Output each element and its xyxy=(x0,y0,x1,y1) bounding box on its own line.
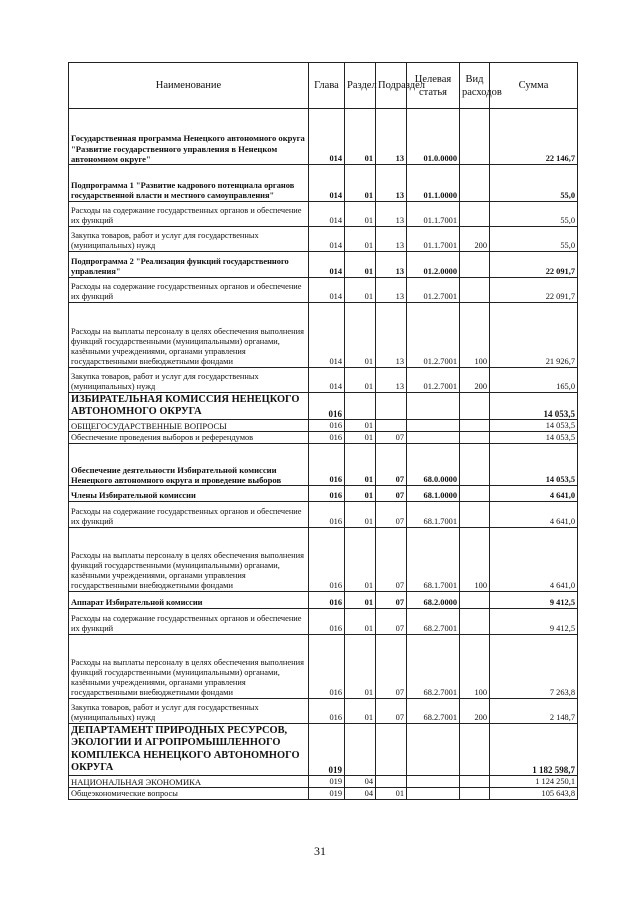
cell-celevaya: 68.2.0000 xyxy=(407,592,460,609)
cell-celevaya: 01.2.7001 xyxy=(407,278,460,303)
table-row xyxy=(69,109,578,165)
cell-name: Закупка товаров, работ и услуг для государственных (муниципальных) нужд xyxy=(69,368,309,393)
table-row xyxy=(69,528,578,592)
budget-table xyxy=(68,62,578,800)
header-summa: Сумма xyxy=(490,63,578,109)
cell-razdel: 01 xyxy=(345,635,376,699)
cell-razdel: 01 xyxy=(345,699,376,724)
cell-name: Подпрограмма 2 "Реализация функций государственного управления" xyxy=(69,252,309,278)
cell-vid: 100 xyxy=(460,635,490,699)
cell-summa: 22 091,7 xyxy=(490,278,578,303)
cell-razdel xyxy=(345,393,376,420)
cell-vid xyxy=(460,202,490,227)
cell-vid xyxy=(460,776,490,788)
cell-name: Государственная программа Ненецкого автономного округа "Развитие государственного управления в Ненецком автономном округе" xyxy=(69,109,309,165)
cell-glava: 016 xyxy=(309,609,345,635)
cell-summa: 14 053,5 xyxy=(490,393,578,420)
cell-name: Обеспечение проведения выборов и референдумов xyxy=(69,432,309,444)
cell-summa: 14 053,5 xyxy=(490,444,578,486)
cell-celevaya: 01.1.0000 xyxy=(407,165,460,202)
cell-glava: 016 xyxy=(309,432,345,444)
page-number: 31 xyxy=(314,844,326,858)
cell-celevaya: 01.1.7001 xyxy=(407,202,460,227)
cell-podrazdel: 13 xyxy=(376,227,407,252)
header-name: Наименование xyxy=(69,63,309,109)
cell-name: ОБЩЕГОСУДАРСТВЕННЫЕ ВОПРОСЫ xyxy=(69,420,309,432)
cell-razdel: 01 xyxy=(345,432,376,444)
cell-name: Расходы на выплаты персоналу в целях обеспечения выполнения функций государственными (муниципальными) органами, казёнными учреждениями, органами управления государственными внебюджетными фондами xyxy=(69,528,309,592)
header-glava: Глава xyxy=(309,63,345,109)
cell-glava: 016 xyxy=(309,699,345,724)
cell-podrazdel: 13 xyxy=(376,252,407,278)
table-row xyxy=(69,699,578,724)
cell-glava: 016 xyxy=(309,592,345,609)
table-row xyxy=(69,776,578,788)
table-row xyxy=(69,592,578,609)
cell-summa: 4 641,0 xyxy=(490,502,578,528)
cell-vid xyxy=(460,252,490,278)
cell-celevaya: 68.2.7001 xyxy=(407,635,460,699)
cell-name: Расходы на содержание государственных органов и обеспечение их функций xyxy=(69,502,309,528)
cell-summa: 21 926,7 xyxy=(490,303,578,368)
cell-celevaya: 68.0.0000 xyxy=(407,444,460,486)
cell-razdel: 01 xyxy=(345,592,376,609)
cell-glava: 016 xyxy=(309,393,345,420)
table-row xyxy=(69,227,578,252)
cell-razdel: 01 xyxy=(345,278,376,303)
cell-razdel: 01 xyxy=(345,502,376,528)
header-razdel: Раздел xyxy=(345,63,376,109)
cell-podrazdel: 07 xyxy=(376,609,407,635)
cell-vid xyxy=(460,165,490,202)
cell-vid: 200 xyxy=(460,699,490,724)
table-row xyxy=(69,724,578,776)
cell-glava: 019 xyxy=(309,724,345,776)
cell-glava: 016 xyxy=(309,502,345,528)
cell-podrazdel xyxy=(376,776,407,788)
cell-name: Расходы на выплаты персоналу в целях обеспечения выполнения функций государственными (муниципальными) органами, казёнными учреждениями, органами управления государственными внебюджетными фондами xyxy=(69,635,309,699)
cell-summa: 105 643,8 xyxy=(490,788,578,800)
cell-razdel: 01 xyxy=(345,420,376,432)
header-podrazdel: Подраздел xyxy=(376,63,407,109)
cell-glava: 014 xyxy=(309,202,345,227)
cell-vid: 200 xyxy=(460,227,490,252)
cell-glava: 019 xyxy=(309,776,345,788)
cell-podrazdel: 13 xyxy=(376,303,407,368)
table-row xyxy=(69,278,578,303)
cell-glava: 016 xyxy=(309,486,345,502)
cell-vid xyxy=(460,502,490,528)
cell-vid xyxy=(460,420,490,432)
cell-glava: 016 xyxy=(309,420,345,432)
cell-celevaya: 01.2.7001 xyxy=(407,368,460,393)
cell-glava: 014 xyxy=(309,368,345,393)
cell-vid xyxy=(460,393,490,420)
cell-vid: 100 xyxy=(460,528,490,592)
cell-podrazdel: 07 xyxy=(376,486,407,502)
cell-podrazdel: 13 xyxy=(376,278,407,303)
cell-name: Закупка товаров, работ и услуг для государственных (муниципальных) нужд xyxy=(69,227,309,252)
cell-celevaya: 68.2.7001 xyxy=(407,699,460,724)
cell-glava: 014 xyxy=(309,278,345,303)
cell-celevaya xyxy=(407,724,460,776)
cell-razdel: 01 xyxy=(345,303,376,368)
cell-celevaya xyxy=(407,420,460,432)
cell-celevaya: 68.1.7001 xyxy=(407,528,460,592)
cell-glava: 016 xyxy=(309,635,345,699)
cell-podrazdel: 13 xyxy=(376,165,407,202)
header-vid: Вид расходов xyxy=(460,63,490,109)
table-row xyxy=(69,393,578,420)
cell-podrazdel: 13 xyxy=(376,109,407,165)
cell-celevaya xyxy=(407,432,460,444)
cell-vid xyxy=(460,724,490,776)
cell-celevaya xyxy=(407,393,460,420)
cell-vid xyxy=(460,109,490,165)
table-row xyxy=(69,432,578,444)
cell-razdel: 01 xyxy=(345,609,376,635)
table-row xyxy=(69,303,578,368)
cell-summa: 4 641,0 xyxy=(490,486,578,502)
cell-glava: 014 xyxy=(309,303,345,368)
cell-celevaya xyxy=(407,788,460,800)
table-header-row xyxy=(69,63,578,109)
cell-celevaya: 01.0.0000 xyxy=(407,109,460,165)
cell-razdel: 01 xyxy=(345,109,376,165)
cell-celevaya xyxy=(407,776,460,788)
cell-razdel: 04 xyxy=(345,776,376,788)
cell-vid xyxy=(460,788,490,800)
cell-razdel: 01 xyxy=(345,252,376,278)
cell-summa: 165,0 xyxy=(490,368,578,393)
cell-celevaya: 01.1.7001 xyxy=(407,227,460,252)
cell-podrazdel xyxy=(376,724,407,776)
cell-name: Члены Избирательной комиссии xyxy=(69,486,309,502)
cell-podrazdel: 13 xyxy=(376,368,407,393)
cell-celevaya: 68.2.7001 xyxy=(407,609,460,635)
cell-summa: 14 053,5 xyxy=(490,420,578,432)
cell-razdel: 01 xyxy=(345,528,376,592)
table-row xyxy=(69,252,578,278)
cell-glava: 014 xyxy=(309,252,345,278)
cell-name: Расходы на содержание государственных органов и обеспечение их функций xyxy=(69,609,309,635)
cell-razdel: 01 xyxy=(345,444,376,486)
cell-name: Подпрограмма 1 "Развитие кадрового потенциала органов государственной власти и местного самоуправления" xyxy=(69,165,309,202)
table-row xyxy=(69,788,578,800)
cell-vid xyxy=(460,609,490,635)
cell-name: Закупка товаров, работ и услуг для государственных (муниципальных) нужд xyxy=(69,699,309,724)
table-row xyxy=(69,635,578,699)
cell-podrazdel: 07 xyxy=(376,528,407,592)
cell-name: Обеспечение деятельности Избирательной комиссии Ненецкого автономного округа и проведение выборов xyxy=(69,444,309,486)
cell-podrazdel: 07 xyxy=(376,592,407,609)
cell-podrazdel: 07 xyxy=(376,635,407,699)
cell-vid xyxy=(460,278,490,303)
cell-vid xyxy=(460,592,490,609)
cell-podrazdel: 07 xyxy=(376,432,407,444)
cell-podrazdel xyxy=(376,393,407,420)
table-row xyxy=(69,368,578,393)
cell-summa: 9 412,5 xyxy=(490,592,578,609)
cell-razdel: 01 xyxy=(345,202,376,227)
cell-summa: 55,0 xyxy=(490,165,578,202)
cell-summa: 2 148,7 xyxy=(490,699,578,724)
cell-summa: 7 263,8 xyxy=(490,635,578,699)
cell-podrazdel: 07 xyxy=(376,444,407,486)
table-row xyxy=(69,444,578,486)
cell-glava: 014 xyxy=(309,109,345,165)
cell-glava: 014 xyxy=(309,165,345,202)
table-row xyxy=(69,420,578,432)
cell-vid xyxy=(460,432,490,444)
table-row xyxy=(69,165,578,202)
cell-celevaya: 68.1.0000 xyxy=(407,486,460,502)
cell-celevaya: 01.2.0000 xyxy=(407,252,460,278)
cell-summa: 1 182 598,7 xyxy=(490,724,578,776)
cell-name: Расходы на содержание государственных органов и обеспечение их функций xyxy=(69,202,309,227)
cell-name: ИЗБИРАТЕЛЬНАЯ КОМИССИЯ НЕНЕЦКОГО АВТОНОМНОГО ОКРУГА xyxy=(69,393,309,420)
cell-celevaya: 68.1.7001 xyxy=(407,502,460,528)
cell-razdel xyxy=(345,724,376,776)
cell-razdel: 01 xyxy=(345,486,376,502)
cell-razdel: 04 xyxy=(345,788,376,800)
cell-name: Аппарат Избирательной комиссии xyxy=(69,592,309,609)
cell-summa: 4 641,0 xyxy=(490,528,578,592)
cell-glava: 019 xyxy=(309,788,345,800)
cell-razdel: 01 xyxy=(345,165,376,202)
cell-razdel: 01 xyxy=(345,368,376,393)
table-row xyxy=(69,502,578,528)
cell-razdel: 01 xyxy=(345,227,376,252)
table-row xyxy=(69,609,578,635)
cell-celevaya: 01.2.7001 xyxy=(407,303,460,368)
cell-summa: 22 091,7 xyxy=(490,252,578,278)
cell-vid xyxy=(460,486,490,502)
cell-summa: 55,0 xyxy=(490,227,578,252)
cell-summa: 22 146,7 xyxy=(490,109,578,165)
cell-summa: 14 053,5 xyxy=(490,432,578,444)
cell-summa: 55,0 xyxy=(490,202,578,227)
cell-name: ДЕПАРТАМЕНТ ПРИРОДНЫХ РЕСУРСОВ, ЭКОЛОГИИ И АГРОПРОМЫШЛЕННОГО КОМПЛЕКСА НЕНЕЦКОГО АВТОНОМНОГО ОКРУГА xyxy=(69,724,309,776)
cell-podrazdel: 13 xyxy=(376,202,407,227)
cell-podrazdel: 01 xyxy=(376,788,407,800)
cell-glava: 014 xyxy=(309,227,345,252)
table-body xyxy=(69,109,578,800)
header-celevaya: Целевая статья xyxy=(407,63,460,109)
cell-podrazdel: 07 xyxy=(376,502,407,528)
cell-podrazdel xyxy=(376,420,407,432)
cell-vid xyxy=(460,444,490,486)
cell-podrazdel: 07 xyxy=(376,699,407,724)
cell-name: НАЦИОНАЛЬНАЯ ЭКОНОМИКА xyxy=(69,776,309,788)
table-row xyxy=(69,202,578,227)
cell-name: Общеэкономические вопросы xyxy=(69,788,309,800)
cell-vid: 100 xyxy=(460,303,490,368)
cell-summa: 9 412,5 xyxy=(490,609,578,635)
cell-name: Расходы на выплаты персоналу в целях обеспечения выполнения функций государственными (муниципальными) органами, казёнными учреждениями, органами управления государственными внебюджетными фондами xyxy=(69,303,309,368)
cell-glava: 016 xyxy=(309,444,345,486)
cell-vid: 200 xyxy=(460,368,490,393)
cell-name: Расходы на содержание государственных органов и обеспечение их функций xyxy=(69,278,309,303)
table-row xyxy=(69,486,578,502)
cell-summa: 1 124 250,1 xyxy=(490,776,578,788)
cell-glava: 016 xyxy=(309,528,345,592)
